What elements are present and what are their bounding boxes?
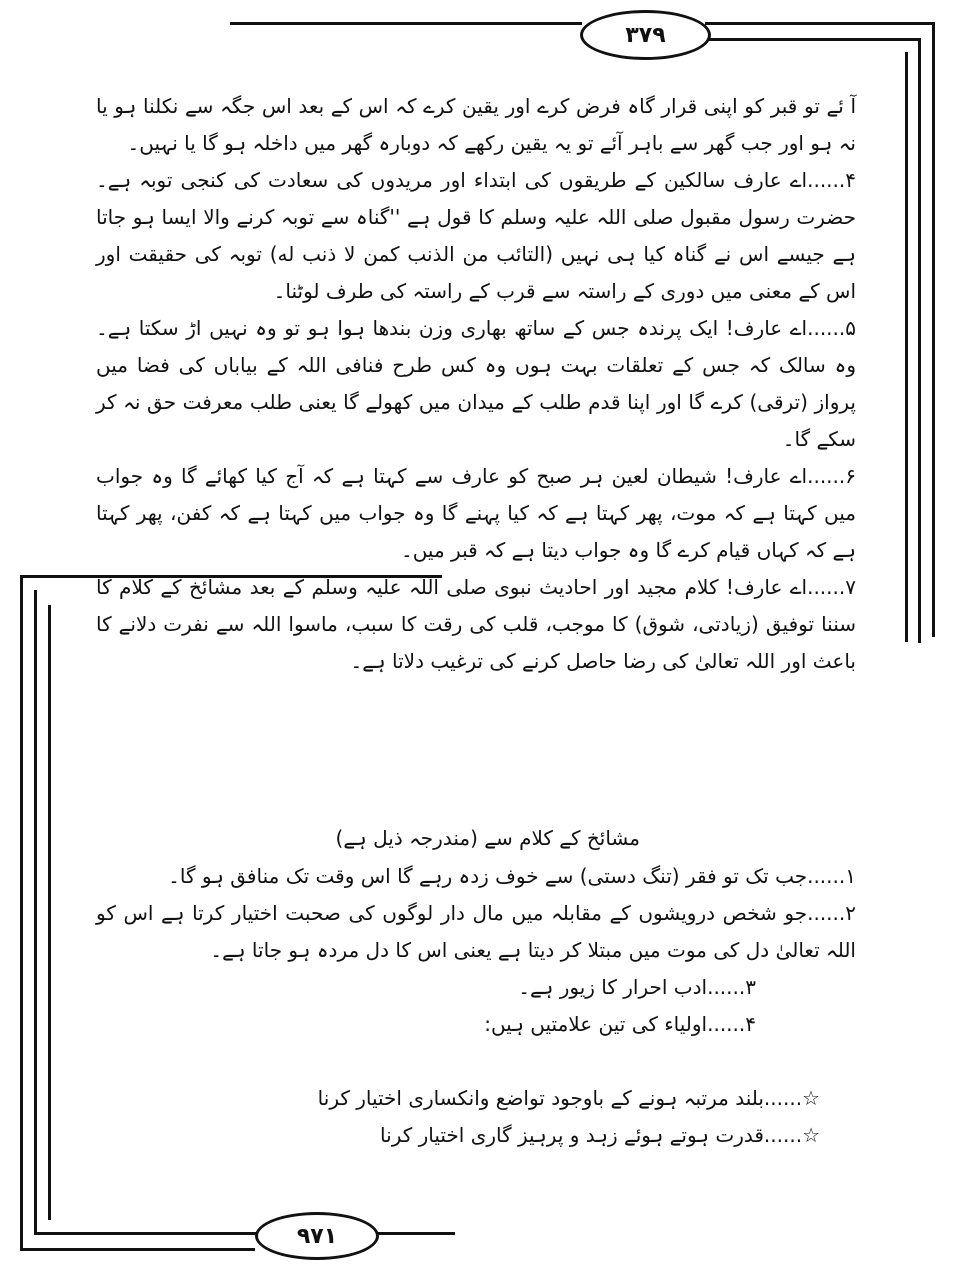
saying-1: ۱......جب تک تو فقر (تنگ دستی) سے خوف زدہ رہے گا اس وقت تک منافق ہو گا۔ [168, 864, 856, 888]
paragraph-continuation: آ ئے تو قبر کو اپنی قرار گاہ فرض کرے اور یقین کرے کہ اس کے بعد اس جگہ سے نکلنا ہو یا نہ ہو اور جب گھر سے باہر آئے تو یہ یقین رکھے کہ دوبارہ گھر میں داخلہ ہو گا یا نہیں۔ [96, 94, 856, 155]
sayings-intro [336, 820, 640, 857]
footer-page-number: ۹۷۱ [296, 1223, 338, 1249]
frame-right-line-mid [905, 52, 908, 642]
frame-top-line-inner [705, 38, 920, 41]
frame-right-line-outer [932, 22, 935, 637]
sign-1: ☆......بلند مرتبہ ہونے کے باوجود تواضع وانکساری اختیار کرنا [317, 1086, 820, 1110]
frame-left-line-mid [48, 605, 51, 1220]
saying-2: ۲......جو شخص درویشوں کے مقابلہ میں مال دار لوگوں کی صحبت اختیار کرتا ہے اس کو اللہ تعالیٰ دل کی موت میں مبتلا کر دیتا ہے یعنی اس کا دل مردہ ہو جاتا ہے۔ [96, 901, 856, 962]
frame-right-line-inner [918, 38, 921, 643]
saying-4: ۴......اولیاء کی تین علامتیں ہیں: [484, 1012, 756, 1036]
header-page-number: ۳۷۹ [625, 22, 666, 48]
paragraph-4: ۴......اے عارف سالکین کے طریقوں کی ابتداء اور مریدوں کی سعادت کی کنجی توبہ ہے۔ حضرت رسول مقبول صلی اللہ علیہ وسلم کا قول ہے ''گناہ سے توبہ کرنے والا ایسا ہو جاتا ہے جیسے اس نے گناہ کیا ہی نہیں (التائب من الذنب کمن لا ذنب له) توبہ کی حقیقت اور اس کے معنی میں دوری کے راستہ سے قرب کے راستہ کی طرف لوٹنا۔ [96, 168, 856, 303]
frame-left-line-inner [34, 590, 37, 1235]
frame-left-line-outer [20, 575, 23, 1250]
sayings-intro-text: مشائخ کے کلام سے (مندرجہ ذیل ہے) [335, 826, 640, 850]
frame-bottom-line-inner [34, 1232, 256, 1235]
main-text [96, 88, 856, 680]
frame-bottom-line-outer [20, 1248, 255, 1251]
frame-top-line-outer-left [230, 22, 582, 25]
paragraph-7: ۷......اے عارف! کلام مجید اور احادیث نبوی صلی اللہ علیہ وسلم کے بعد مشائخ کے کلام کا سننا توفیق (زیادتی، شوق) کا موجب، قلب کی رقت کا سبب، ماسوا اللہ سے نفرت دلانے کا باعث اور اللہ تعالیٰ کی رضا حاصل کرنے کی ترغیب دلاتا ہے۔ [96, 575, 856, 673]
sign-2: ☆......قدرت ہوتے ہوئے زہد و پرہیز گاری اختیار کرنا [380, 1123, 820, 1147]
frame-bottom-line-right [375, 1232, 455, 1235]
signs-list [318, 1080, 820, 1154]
header-page-number-oval [580, 10, 711, 60]
footer-page-number-oval [255, 1212, 379, 1260]
paragraph-5: ۵......اے عارف! ایک پرندہ جس کے ساتھ بھاری وزن بندھا ہوا ہو تو وہ نہیں اڑ سکتا ہے۔ وہ سالک کہ جس کے تعلقات بہت ہوں وہ کس طرح فنافی اللہ کے بیاباں کی فضا میں پرواز (ترقی) کرے گا اور اپنا قدم طلب کے میدان میں کھولے گا یعنی طلب معرفت حق نہ کر سکے گا۔ [96, 316, 856, 451]
sayings-list [96, 858, 856, 1043]
frame-top-line-outer [705, 22, 935, 25]
saying-3: ۳......ادب احرار کا زیور ہے۔ [518, 975, 756, 999]
paragraph-6: ۶......اے عارف! شیطان لعین ہر صبح کو عارف سے کہتا ہے کہ آج کیا کھائے گا وہ جواب میں کہتا ہے کہ موت، پھر کہتا ہے کہ کیا پہنے گا وہ جواب میں کہتا ہے کہ کفن، پھر کہتا ہے کہ کہاں قیام کرے گا وہ جواب دیتا ہے کہ قبر میں۔ [96, 464, 856, 562]
